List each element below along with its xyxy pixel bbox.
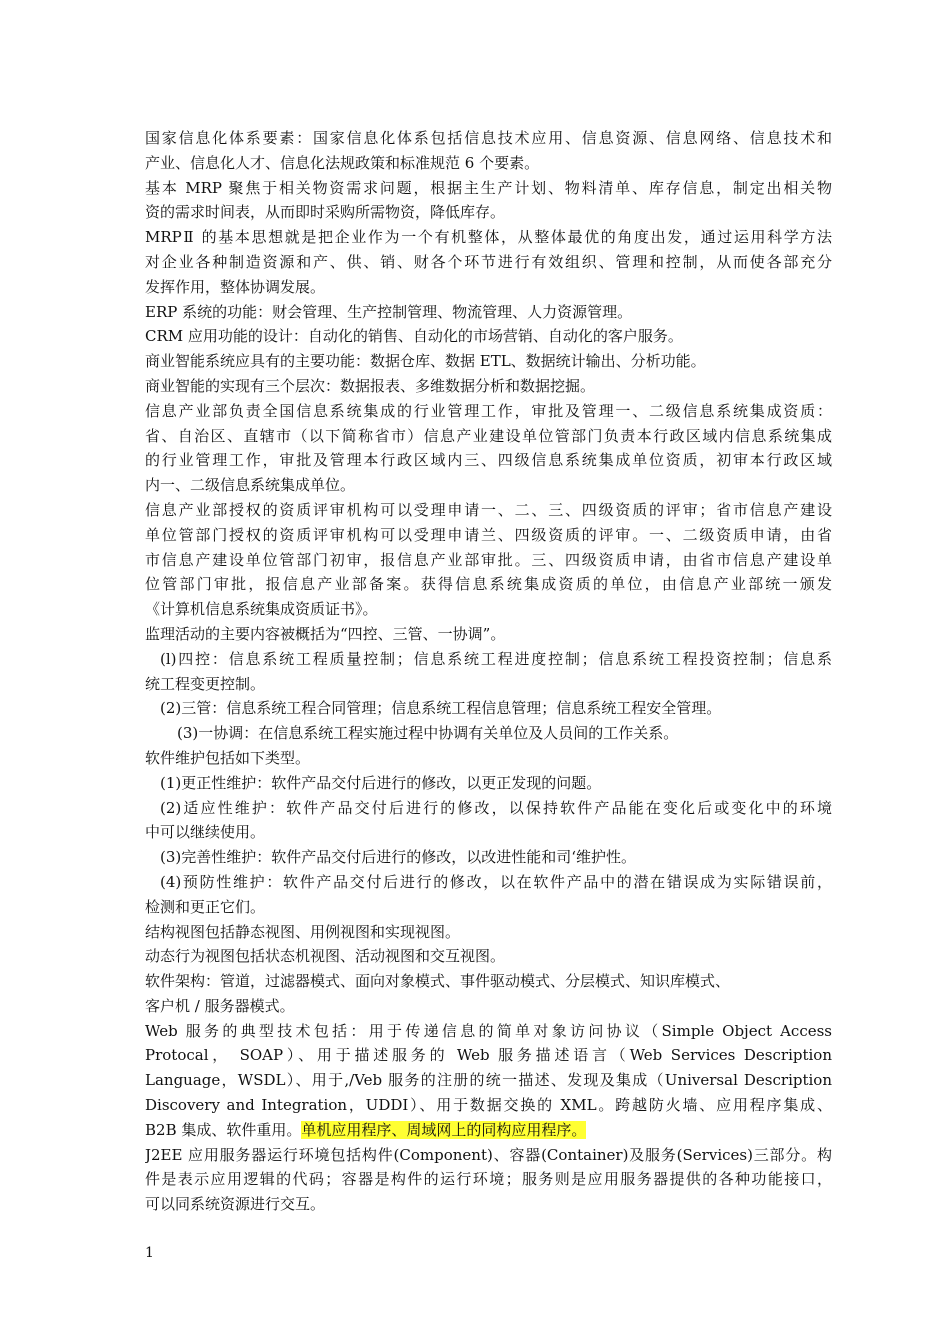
text-line: 市信息产建设单位管部门初审，报信息产业部审批。三、四级资质申请，由省市信息产建设单	[145, 550, 832, 569]
text-line: 单位管部门授权的资质评审机构可以受理申请兰、四级资质的评审。一、二级资质申请，由省	[145, 525, 832, 544]
text-line: 动态行为视图包括状态机视图、活动视图和交互视图。	[145, 947, 506, 966]
text-line: 对企业各种制造资源和产、供、销、财各个环节进行有效组织、管理和控制，从而使各部充分	[145, 252, 832, 271]
text-line: (2)适应性维护：软件产品交付后进行的修改，以保持软件产品能在变化后或变化中的环境	[160, 798, 832, 817]
text-line: ERP 系统的功能：财会管理、生产控制管理、物流管理、人力资源管理。	[145, 302, 633, 321]
text-line: 监理活动的主要内容被概括为“四控、三管、一协调”。	[145, 624, 506, 643]
text-line: 信息产业部负责全国信息系统集成的行业管理工作，审批及管理一、二级信息系统集成资质：	[145, 401, 832, 420]
text-line: MRPⅡ 的基本思想就是把企业作为一个有机整体，从整体最优的角度出发，通过运用科学方法	[145, 228, 832, 247]
text-line: (l)四控：信息系统工程质量控制；信息系统工程进度控制；信息系统工程投资控制；信息系	[160, 649, 832, 668]
text-line: 资的需求时间表，从而即时采购所需物资，降低库存。	[145, 203, 506, 222]
text-line: 发挥作用，整体协调发展。	[145, 277, 326, 296]
text-line: 的行业管理工作，审批及管理本行政区域内三、四级信息系统集成单位资质，初审本行政区域	[145, 451, 832, 470]
text-line: Protocal， SOAP）、用于描述服务的 Web 服务描述语言（Web Services Description	[145, 1046, 832, 1065]
text-line: 检测和更正它们。	[145, 897, 266, 916]
text-line: 件是表示应用逻辑的代码；容器是构件的运行环境；服务则是应用服务器提供的各种功能接口，	[145, 1170, 832, 1189]
text-line: 信息产业部授权的资质评审机构可以受理申请一、二、三、四级资质的评审；省市信息产建设	[145, 500, 832, 519]
text-line: 位管部门审批，报信息产业部备案。获得信息系统集成资质的单位，由信息产业部统一颁发	[145, 575, 832, 594]
text-line: 商业智能的实现有三个层次：数据报表、多维数据分析和数据挖掘。	[145, 376, 596, 395]
text-line: (4)预防性维护：软件产品交付后进行的修改，以在软件产品中的潜在错误成为实际错误前，	[160, 872, 832, 891]
text-line: 国家信息化体系要素：国家信息化体系包括信息技术应用、信息资源、信息网络、信息技术和	[145, 129, 832, 147]
text-line-with-highlight	[145, 1118, 832, 1143]
text-line: 软件架构：管道，过滤器模式、面向对象模式、事件驱动模式、分层模式、知识库模式、	[145, 972, 731, 991]
text-line: (1)更正性维护：软件产品交付后进行的修改，以更正发现的问题。	[160, 773, 602, 792]
text-line: (3)一协调：在信息系统工程实施过程中协调有关单位及人员间的工作关系。	[177, 724, 679, 743]
text-line: 《计算机信息系统集成资质证书》。	[145, 600, 378, 619]
text-line: Web 服务的典型技术包括：用于传递信息的简单对象访问协议（Simple Object Access	[145, 1021, 832, 1040]
document-body	[145, 126, 832, 1217]
text-line: (3)完善性维护：软件产品交付后进行的修改，以改进性能和司‘维护性。	[160, 848, 637, 867]
text-line: 中可以继续使用。	[145, 823, 266, 842]
text-line: J2EE 应用服务器运行环境包括构件(Component)、容器(Container)及服务(Services)三部分。构	[145, 1145, 832, 1164]
text-segment: B2B 集成、软件重用。	[145, 1120, 302, 1139]
text-line: 结构视图包括静态视图、用例视图和实现视图。	[145, 922, 461, 941]
highlighted-text: 单机应用程序、周域网上的同构应用程序。	[301, 1120, 587, 1139]
text-line: CRM 应用功能的设计：自动化的销售、自动化的市场营销、自动化的客户服务。	[145, 327, 683, 346]
text-line: 可以同系统资源进行交互。	[145, 1195, 326, 1214]
text-line: Language，WSDL）、用于,/Veb 服务的注册的统一描述、发现及集成（Universal Description	[145, 1071, 832, 1090]
text-line: 统工程变更控制。	[145, 674, 266, 693]
text-line: 基本 MRP 聚焦于相关物资需求问题，根据主生产计划、物料清单、库存信息，制定出相关物	[145, 178, 832, 197]
text-line: (2)三管：信息系统工程合同管理；信息系统工程信息管理；信息系统工程安全管理。	[160, 699, 722, 718]
text-line: 产业、信息化人才、信息化法规政策和标准规范 6 个要素。	[145, 153, 540, 172]
text-line: 客户机 / 服务器模式。	[145, 996, 295, 1015]
text-line: 省、自治区、直辖市（以下简称省市）信息产业建设单位管部门负责本行政区域内信息系统集成	[145, 426, 832, 445]
text-line: 商业智能系统应具有的主要功能：数据仓库、数据 ETL、数据统计输出、分析功能。	[145, 352, 706, 371]
text-line: 软件维护包括如下类型。	[145, 748, 311, 767]
text-line: Discovery and Integration，UDDI）、用于数据交换的 XML。跨越防火墙、应用程序集成、	[145, 1096, 832, 1115]
page-number: 1	[145, 1245, 154, 1261]
text-line: 内一、二级信息系统集成单位。	[145, 476, 356, 495]
